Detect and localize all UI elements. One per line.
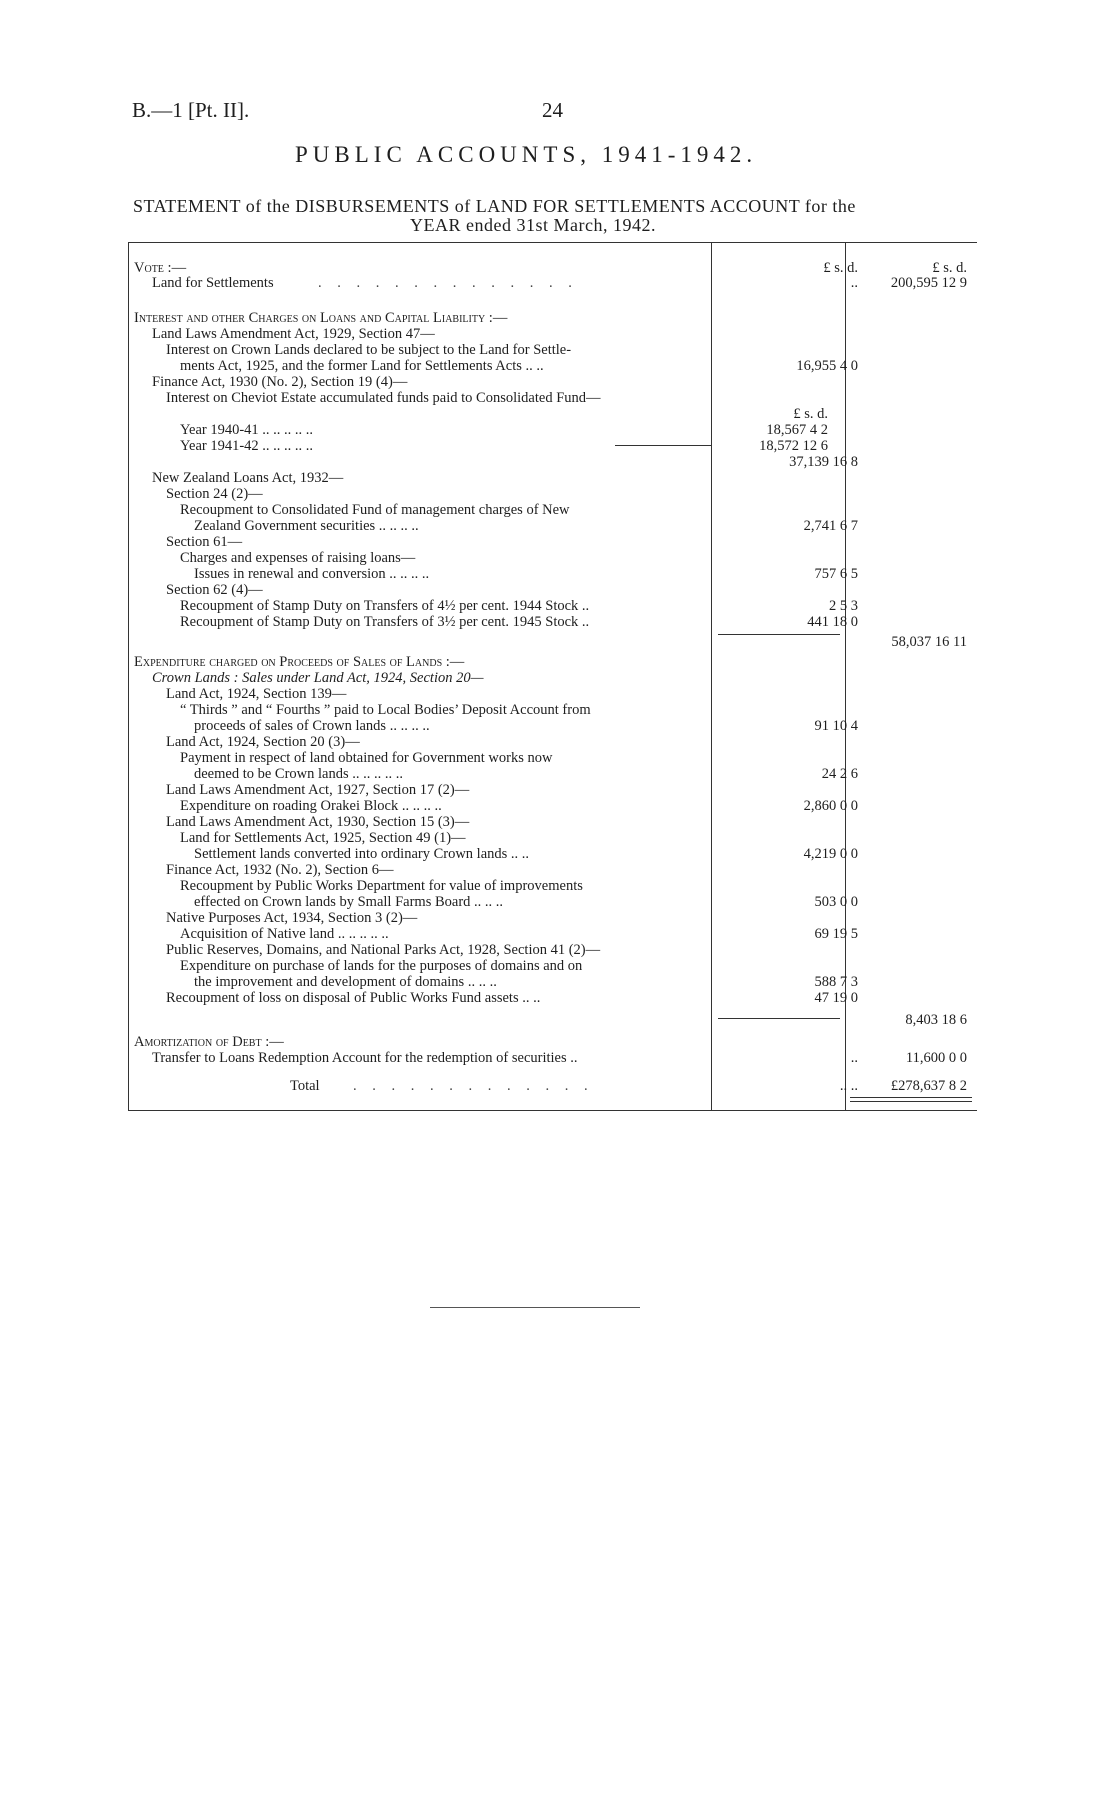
section-total-amount: 58,037 16 11: [891, 634, 967, 650]
section-total-amount: 11,600 0 0: [905, 1050, 967, 1066]
line-item-label: Interest on Cheviot Estate accumulated funds paid to Consolidated Fund—: [166, 390, 601, 406]
section-heading-vote: Vote :—: [134, 260, 187, 276]
line-item-amount: 503 0 0: [814, 894, 858, 910]
section-total-amount: 8,403 18 6: [905, 1012, 967, 1028]
dot-leader: . . . . . . . . . . . . . .: [318, 275, 578, 291]
line-item-amount: 69 19 5: [814, 926, 858, 942]
line-item-label: “ Thirds ” and “ Fourths ” paid to Local Bodies’ Deposit Account from: [180, 702, 591, 718]
line-item-label: Section 62 (4)—: [166, 582, 263, 598]
line-item-amount: 588 7 3: [814, 974, 858, 990]
end-rule: [430, 1307, 640, 1308]
line-item-label: Interest on Crown Lands declared to be subject to the Land for Settle-: [166, 342, 572, 358]
line-item-label: Recoupment by Public Works Department for value of improvements: [180, 878, 583, 894]
line-item-label: Land Laws Amendment Act, 1927, Section 17 (2)—: [166, 782, 470, 798]
line-item-label: Land Laws Amendment Act, 1929, Section 47—: [152, 326, 435, 342]
line-item-amount: 24 2 6: [821, 766, 858, 782]
line-item-amount: ..: [850, 275, 858, 291]
line-item-label: Land for Settlements Act, 1925, Section 49 (1)—: [180, 830, 466, 846]
grand-total-label: Total: [290, 1078, 320, 1094]
page-number: 24: [542, 98, 563, 122]
line-item-amount: 16,955 4 0: [796, 358, 858, 374]
section-total-amount: 200,595 12 9: [890, 275, 967, 291]
line-item-label: the improvement and development of domains .. .. ..: [194, 974, 497, 990]
expenditure-total-rule: [718, 1018, 840, 1019]
line-item-amount: ..: [850, 1050, 858, 1066]
line-item-amount: 757 6 5: [814, 566, 858, 582]
line-item-label: Settlement lands converted into ordinary Crown lands .. ..: [194, 846, 530, 862]
line-item-amount: 2 5 3: [829, 598, 858, 614]
line-item-label: Charges and expenses of raising loans—: [180, 550, 416, 566]
interest-total-rule: [718, 634, 840, 635]
statement-title-line-2: YEAR ended 31st March, 1942.: [410, 215, 656, 235]
line-item-amount: 91 10 4: [814, 718, 858, 734]
line-item-label: Payment in respect of land obtained for Government works now: [180, 750, 553, 766]
grand-total-rule-1: [850, 1097, 972, 1098]
line-item-label: Transfer to Loans Redemption Account for the redemption of securities ..: [152, 1050, 578, 1066]
line-item-amount: 47 19 0: [814, 990, 858, 1006]
grand-total-amount: £278,637 8 2: [890, 1078, 967, 1094]
disbursements-statement: [128, 242, 977, 1111]
line-item-amount: 4,219 0 0: [803, 846, 858, 862]
top-rule: [128, 242, 977, 243]
line-item-label: Land Laws Amendment Act, 1930, Section 15 (3)—: [166, 814, 470, 830]
line-item-amount: 2,741 6 7: [803, 518, 858, 534]
report-reference: B.—1 [Pt. II].: [132, 98, 250, 122]
line-item-label: Native Purposes Act, 1934, Section 3 (2)—: [166, 910, 418, 926]
line-item-amount: 441 18 0: [807, 614, 858, 630]
line-item-amount: 37,139 16 8: [789, 454, 858, 470]
line-item-label: Land Act, 1924, Section 20 (3)—: [166, 734, 360, 750]
column-2-currency-header: £ s. d.: [932, 260, 967, 276]
line-item-label: Recoupment of Stamp Duty on Transfers of 4½ per cent. 1944 Stock ..: [180, 598, 590, 614]
line-item-label: Crown Lands : Sales under Land Act, 1924, Section 20—: [152, 670, 484, 686]
line-item-label: Year 1940-41 .. .. .. .. ..: [180, 422, 314, 438]
line-item-label: Public Reserves, Domains, and National Parks Act, 1928, Section 41 (2)—: [166, 942, 601, 958]
line-item-label: Recoupment of Stamp Duty on Transfers of 3½ per cent. 1945 Stock ..: [180, 614, 590, 630]
section-heading-expenditure: Expenditure charged on Proceeds of Sales of Lands :—: [134, 654, 465, 670]
line-item-label: Issues in renewal and conversion .. .. .. ..: [194, 566, 430, 582]
line-item-label: Recoupment to Consolidated Fund of management charges of New: [180, 502, 570, 518]
line-item-label: Acquisition of Native land .. .. .. .. ..: [180, 926, 389, 942]
line-item-label: Finance Act, 1932 (No. 2), Section 6—: [166, 862, 394, 878]
line-item-label: ments Act, 1925, and the former Land for Settlements Acts .. ..: [180, 358, 544, 374]
section-heading-interest: Interest and other Charges on Loans and Capital Liability :—: [134, 310, 508, 326]
line-item-label: Section 24 (2)—: [166, 486, 263, 502]
line-item-label: Expenditure on purchase of lands for the purposes of domains and on: [180, 958, 583, 974]
line-item-label: Section 61—: [166, 534, 243, 550]
line-item-label: Zealand Government securities .. .. .. ..: [194, 518, 419, 534]
bottom-rule: [128, 1110, 977, 1111]
grand-total-rule-2: [850, 1101, 972, 1102]
statement-title-line-1: STATEMENT of the DISBURSEMENTS of LAND FOR SETTLEMENTS ACCOUNT for the: [133, 196, 856, 216]
line-item-label: proceeds of sales of Crown lands .. .. .. ..: [194, 718, 430, 734]
line-item-label: deemed to be Crown lands .. .. .. .. ..: [194, 766, 404, 782]
line-item-label: New Zealand Loans Act, 1932—: [152, 470, 344, 486]
line-item-label: Land Act, 1924, Section 139—: [166, 686, 347, 702]
line-item-label: Land for Settlements: [152, 275, 274, 291]
line-item-label: Expenditure on roading Orakei Block .. .. .. ..: [180, 798, 442, 814]
section-heading-amortization: Amortization of Debt :—: [134, 1034, 284, 1050]
sub-total-rule: [615, 445, 711, 446]
sub-amount: 18,572 12 6: [759, 438, 828, 454]
line-item-amount: 2,860 0 0: [803, 798, 858, 814]
column-1-currency-header: £ s. d.: [823, 260, 858, 276]
left-border: [128, 242, 129, 1111]
sub-column-currency-header: £ s. d.: [793, 406, 828, 422]
sub-amount: 18,567 4 2: [766, 422, 828, 438]
line-item-label: Year 1941-42 .. .. .. .. ..: [180, 438, 314, 454]
page-title: PUBLIC ACCOUNTS, 1941-1942.: [295, 142, 758, 167]
dot-leader: . . . . . . . . . . . . .: [353, 1078, 594, 1094]
line-item-label: Finance Act, 1930 (No. 2), Section 19 (4)—: [152, 374, 408, 390]
line-item-label: effected on Crown lands by Small Farms Board .. .. ..: [194, 894, 504, 910]
column-divider-1: [711, 242, 712, 1111]
line-item-amount: .. ..: [839, 1078, 858, 1094]
line-item-label: Recoupment of loss on disposal of Public Works Fund assets .. ..: [166, 990, 541, 1006]
